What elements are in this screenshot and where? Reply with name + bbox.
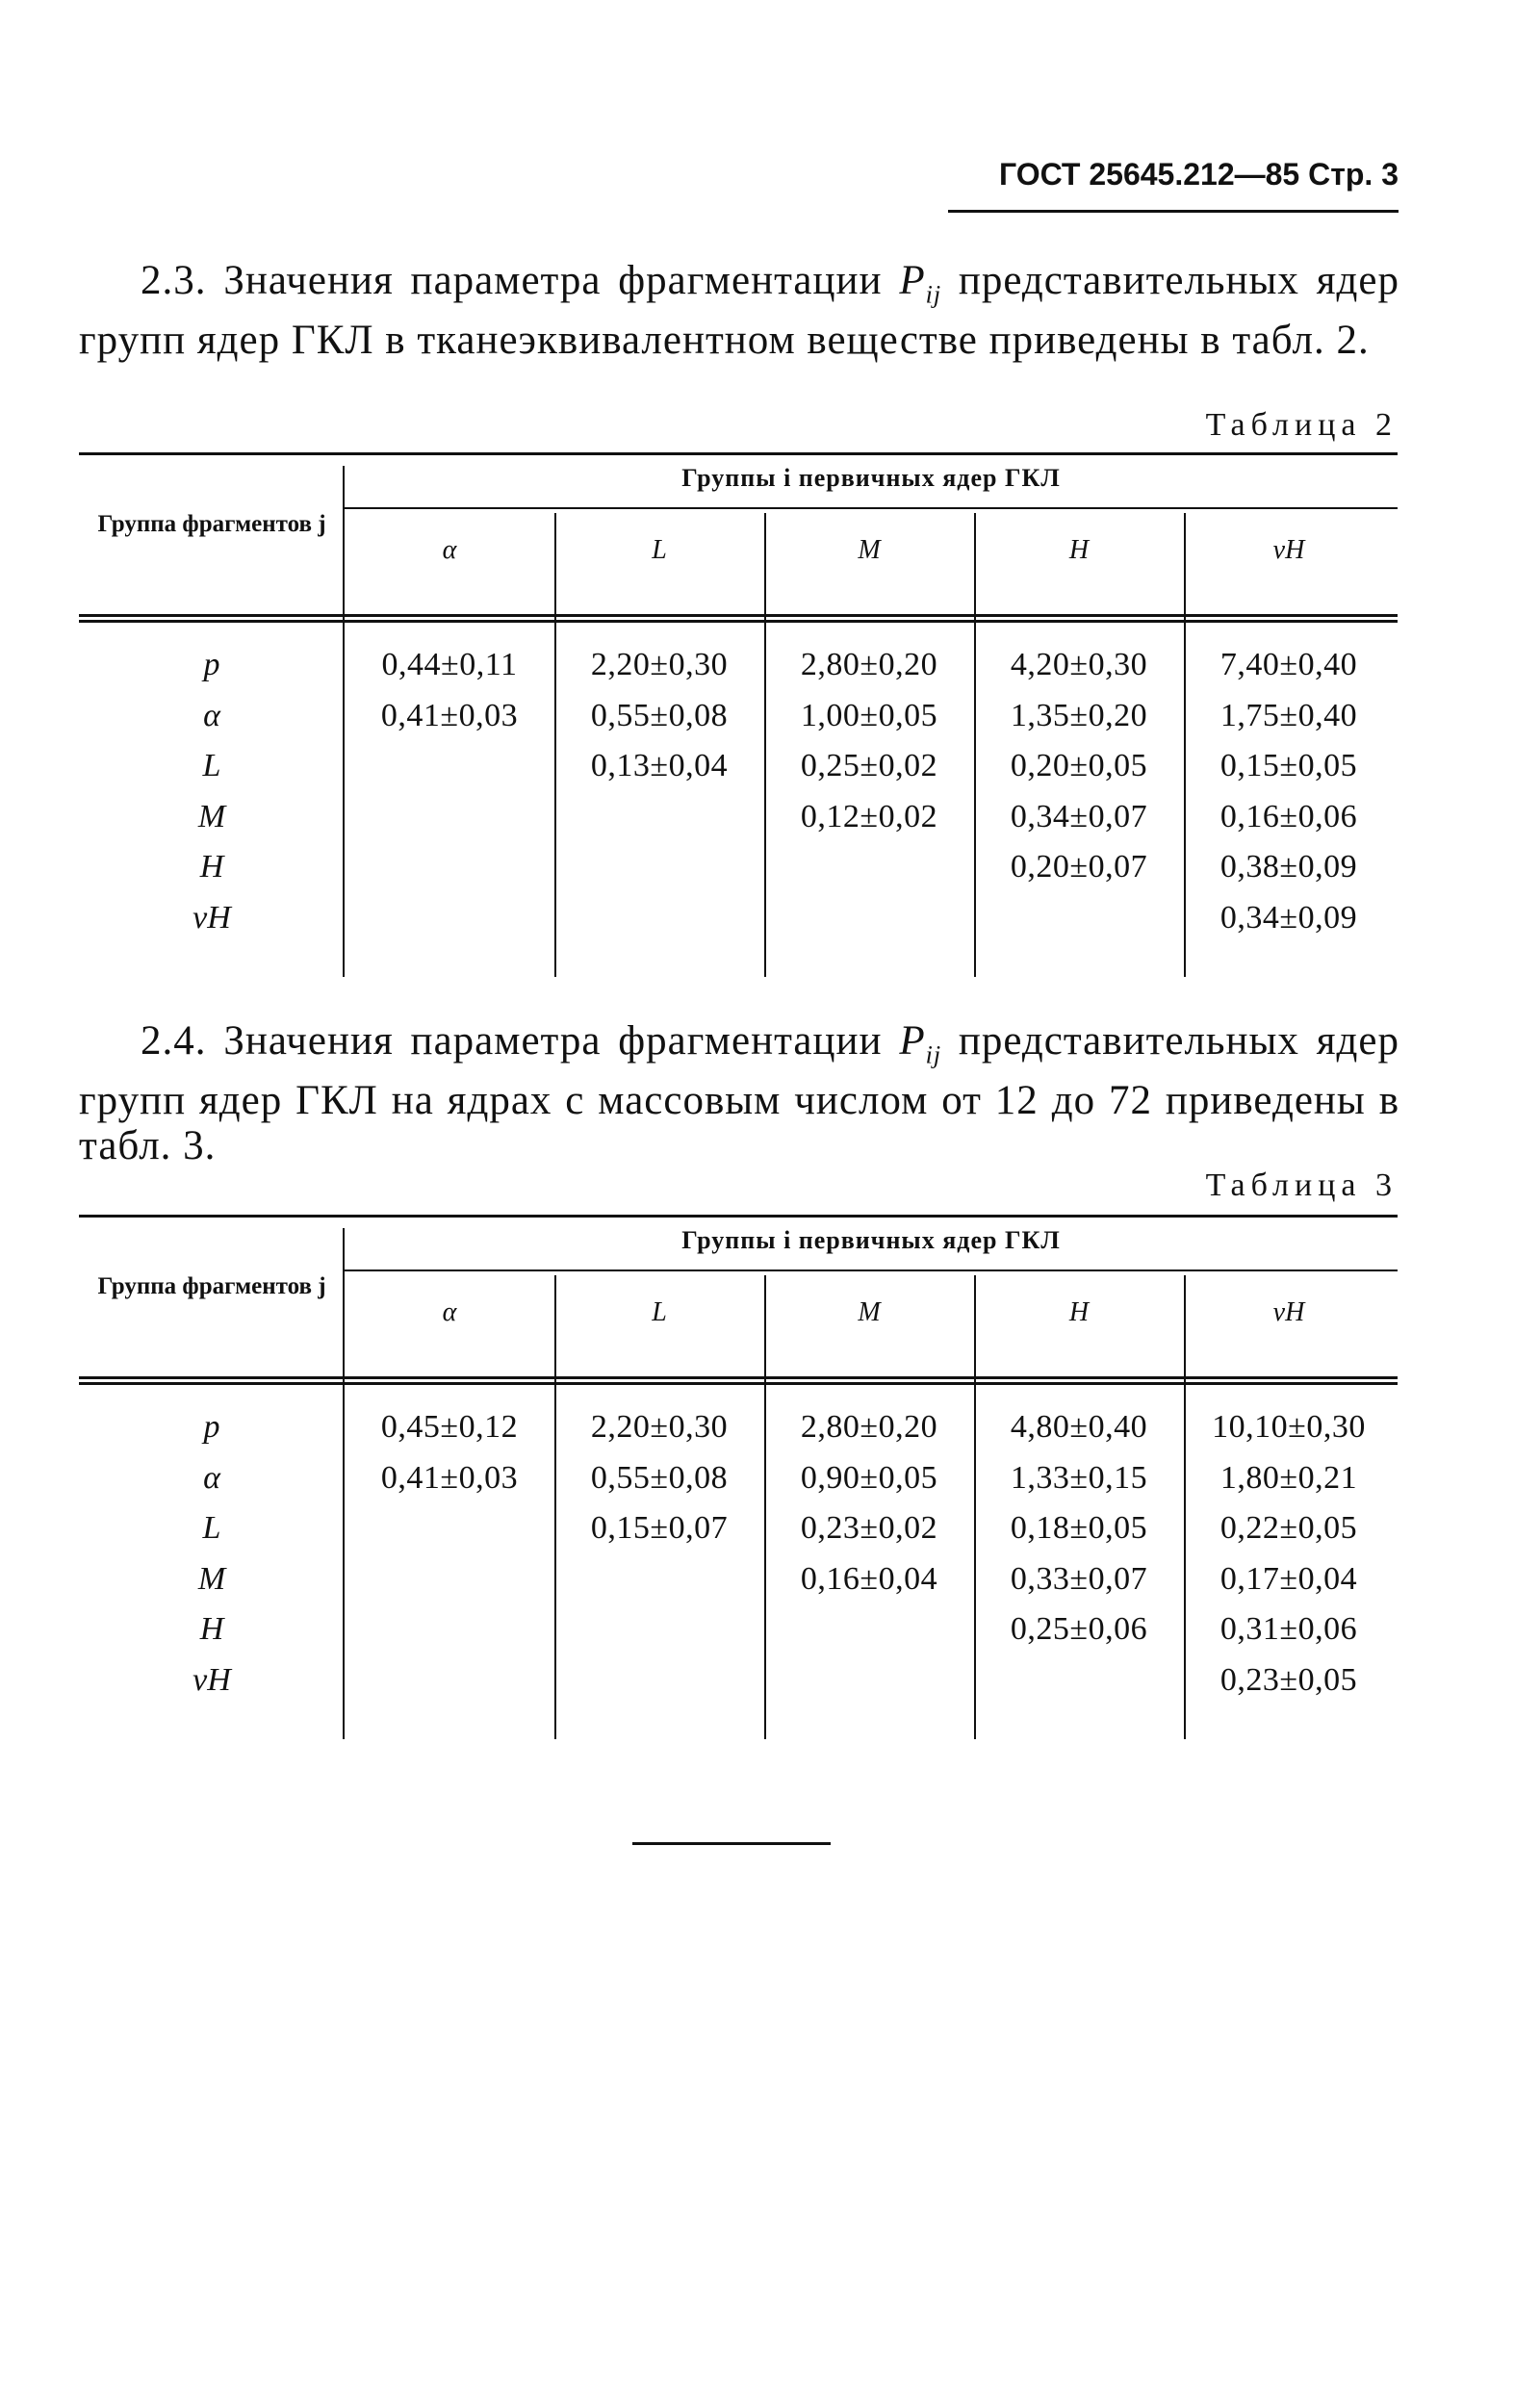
table3-group-header: Группа фрагментов j — [97, 1273, 326, 1299]
table2-header-rule-1 — [79, 614, 1398, 617]
table2-row-label: H — [199, 849, 224, 885]
table-3 — [79, 1215, 1398, 1739]
section-2-4-paragraph — [79, 1018, 1399, 1168]
page-header: ГОСТ 25645.212—85 Стр. 3 — [998, 157, 1399, 192]
table2-col-header-0: α — [442, 535, 457, 565]
table2-cell: 0,38±0,09 — [1219, 849, 1358, 885]
table2-cell: 0,12±0,02 — [800, 798, 938, 834]
table3-caption: Таблица 3 — [1205, 1167, 1398, 1203]
table3-vline-col-1 — [554, 1275, 556, 1739]
table3-cell: 0,45±0,12 — [380, 1409, 519, 1445]
table2-cell: 4,20±0,30 — [1010, 647, 1148, 682]
header-rule — [948, 210, 1399, 213]
table3-cell: 1,80±0,21 — [1219, 1459, 1358, 1496]
table3-cell: 2,20±0,30 — [590, 1409, 729, 1445]
table2-cell: 7,40±0,40 — [1219, 647, 1358, 682]
table2-col-header-1: L — [652, 535, 667, 565]
table3-row-label: L — [202, 1510, 221, 1546]
table2-col-header-2: M — [858, 535, 881, 565]
section-2-3-symbol: P — [899, 258, 926, 303]
table2-vline-col-1 — [554, 513, 556, 977]
section-2-3-after: представительных ядер групп ядер ГКЛ в тканеэквивалентном веществе приведены в табл. 2. — [79, 258, 1399, 363]
table2-cell: 1,00±0,05 — [800, 697, 938, 733]
table3-span-header: Группы i первичных ядер ГКЛ — [681, 1226, 1061, 1254]
table2-cell: 0,20±0,05 — [1010, 748, 1148, 783]
table2-header-rule-2 — [79, 620, 1398, 623]
table2-cell: 2,80±0,20 — [800, 647, 938, 682]
table3-cell: 4,80±0,40 — [1010, 1409, 1148, 1445]
table2-span-rule — [345, 507, 1398, 509]
table3-col-header-3: H — [1068, 1297, 1090, 1327]
table3-top-rule — [79, 1215, 1398, 1218]
table2-cell: 0,25±0,02 — [800, 748, 938, 783]
table3-row-label: α — [203, 1459, 220, 1496]
table2-cell: 2,20±0,30 — [590, 647, 729, 682]
table3-cell: 0,16±0,04 — [800, 1560, 938, 1597]
table3-cell: 0,41±0,03 — [380, 1459, 519, 1496]
table2-cell: 1,35±0,20 — [1010, 697, 1148, 733]
table2-col-header-3: H — [1068, 535, 1090, 565]
table3-cell: 10,10±0,30 — [1212, 1409, 1366, 1445]
end-rule — [632, 1842, 831, 1845]
table2-cell: 0,13±0,04 — [590, 748, 729, 783]
table3-col-header-4: vH — [1272, 1297, 1305, 1327]
table2-cell: 1,75±0,40 — [1219, 697, 1358, 733]
table3-row-label: vH — [192, 1661, 231, 1698]
table3-cell: 0,25±0,06 — [1010, 1611, 1148, 1647]
table3-cell: 0,22±0,05 — [1219, 1510, 1358, 1546]
table-2 — [79, 452, 1398, 977]
table3-header-rule-2 — [79, 1382, 1398, 1385]
table3-vline-col-3 — [974, 1275, 976, 1739]
table3-cell: 0,23±0,02 — [800, 1510, 938, 1546]
table2-cell: 0,16±0,06 — [1219, 798, 1358, 834]
table2-cell: 0,20±0,07 — [1010, 849, 1148, 885]
table3-vline-col-2 — [764, 1275, 766, 1739]
table3-cell: 0,23±0,05 — [1219, 1661, 1358, 1698]
table3-cell: 2,80±0,20 — [800, 1409, 938, 1445]
table2-cell: 0,41±0,03 — [380, 697, 519, 733]
table3-cell: 0,17±0,04 — [1219, 1560, 1358, 1597]
table2-cell: 0,55±0,08 — [590, 697, 729, 733]
table3-row-label: p — [203, 1409, 220, 1445]
table2-vline-col-3 — [974, 513, 976, 977]
table2-cell: 0,34±0,07 — [1010, 798, 1148, 834]
table3-cell: 0,15±0,07 — [590, 1510, 729, 1546]
table3-col-header-2: M — [858, 1297, 881, 1327]
section-2-3-subscript: ij — [925, 280, 942, 309]
table3-cell: 0,33±0,07 — [1010, 1560, 1148, 1597]
table2-caption: Таблица 2 — [1205, 407, 1398, 443]
table3-cell: 0,90±0,05 — [800, 1459, 938, 1496]
table3-col-header-1: L — [652, 1297, 667, 1327]
table2-row-label: M — [197, 798, 226, 834]
section-2-3-paragraph — [79, 258, 1399, 363]
table2-vline-col-2 — [764, 513, 766, 977]
table3-col-header-0: α — [442, 1297, 457, 1327]
table2-row-label: α — [203, 697, 220, 733]
table2-span-header: Группы i первичных ядер ГКЛ — [681, 464, 1061, 492]
table2-row-label: L — [202, 748, 221, 783]
table2-col-header-4: vH — [1272, 535, 1305, 565]
section-2-3-before: 2.3. Значения параметра фрагментации — [141, 258, 900, 303]
table2-top-rule — [79, 452, 1398, 455]
table3-cell: 0,55±0,08 — [590, 1459, 729, 1496]
table3-span-rule — [345, 1269, 1398, 1271]
section-2-4-symbol: P — [899, 1018, 926, 1064]
table3-header-rule-1 — [79, 1376, 1398, 1379]
table2-row-label: p — [203, 647, 220, 682]
table3-cell: 0,18±0,05 — [1010, 1510, 1148, 1546]
table3-cell: 1,33±0,15 — [1010, 1459, 1148, 1496]
table2-cell: 0,44±0,11 — [381, 647, 518, 682]
section-2-4-after: представительных ядер групп ядер ГКЛ на ядрах с массовым числом от 12 до 72 приведены в табл. 3. — [79, 1018, 1399, 1168]
table2-group-header: Группа фрагментов j — [97, 511, 326, 537]
table3-row-label: M — [197, 1560, 226, 1597]
table2-cell: 0,15±0,05 — [1219, 748, 1358, 783]
section-2-4-subscript: ij — [925, 1040, 942, 1069]
section-2-4-before: 2.4. Значения параметра фрагментации — [141, 1018, 900, 1064]
table3-row-label: H — [199, 1611, 224, 1647]
table2-row-label: vH — [192, 899, 231, 936]
table2-cell: 0,34±0,09 — [1219, 899, 1358, 936]
table3-cell: 0,31±0,06 — [1219, 1611, 1358, 1647]
